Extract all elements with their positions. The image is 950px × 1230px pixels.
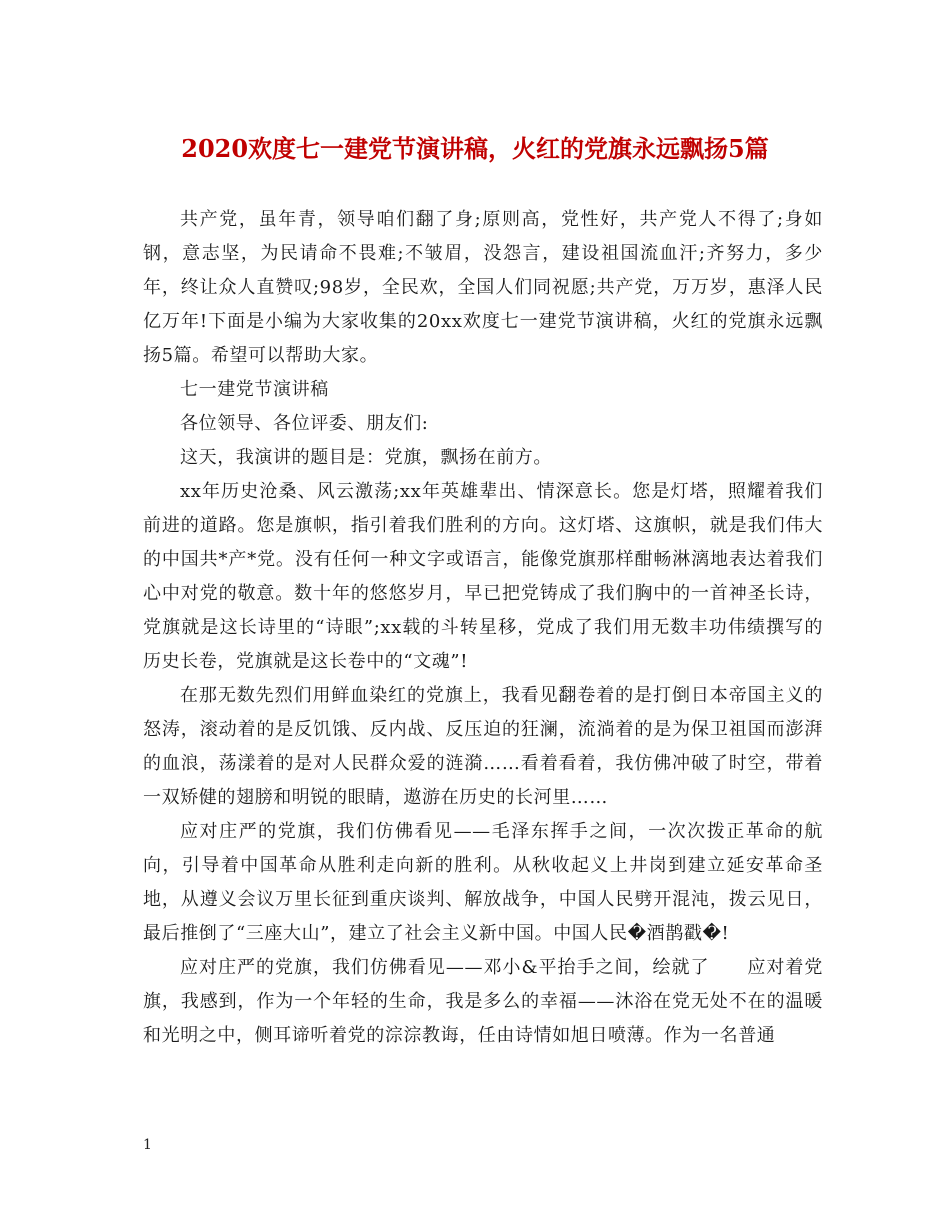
- page-number: 1: [143, 1137, 152, 1153]
- paragraph-intro: 共产党，虽年青，领导咱们翻了身;原则高，党性好，共产党人不得了;身如钢，意志坚，为民请命不畏难;不皱眉，没怨言，建设祖国流血汗;齐努力，多少年，终让众人直赞叹;98岁，全民欢，全国人们同祝愿;共产党，万万岁，惠泽人民亿万年!下面是小编为大家收集的20xx欢度七一建党节演讲稿，火红的党旗永远飘扬5篇。希望可以帮助大家。: [143, 209, 823, 366]
- paragraph-history: xx年历史沧桑、风云激荡;xx年英雄辈出、情深意长。您是灯塔，照耀着我们前进的道路。您是旗帜，指引着我们胜利的方向。这灯塔、这旗帜，就是我们伟大的中国共*产*党。没有任何一种文字或语言，能像党旗那样酣畅淋漓地表达着我们心中对党的敬意。数十年的悠悠岁月，早已把党铸成了我们胸中的一首神圣长诗，党旗就是这长诗里的“诗眼”;xx载的斗转星移，党成了我们用无数丰功伟绩撰写的历史长卷，党旗就是这长卷中的“文魂”!: [143, 481, 823, 672]
- paragraph-speech-heading: 七一建党节演讲稿: [180, 379, 329, 400]
- document-title: 2020欢度七一建党节演讲稿，火红的党旗永远飘扬5篇: [181, 134, 769, 163]
- document-body: [143, 203, 823, 1053]
- paragraph-deng: 应对庄严的党旗，我们仿佛看见——邓小&平抬手之间，绘就了 应对着党旗，我感到，作为一个年轻的生命，我是多么的幸福——沐浴在党无处不在的温暖和光明之中，侧耳谛听着党的淙淙教诲，任由诗情如旭日喷薄。作为一名普通: [143, 957, 823, 1046]
- paragraph-martyrs: 在那无数先烈们用鲜血染红的党旗上，我看见翻卷着的是打倒日本帝国主义的怒涛，滚动着的是反饥饿、反内战、反压迫的狂澜，流淌着的是为保卫祖国而澎湃的血浪，荡漾着的是对人民群众爱的涟漪……看着看着，我仿佛冲破了时空，带着一双矫健的翅膀和明锐的眼睛，遨游在历史的长河里……: [143, 685, 823, 808]
- paragraph-salutation: 各位领导、各位评委、朋友们:: [180, 413, 429, 434]
- paragraph-mao: 应对庄严的党旗，我们仿佛看见——毛泽东挥手之间，一次次拨正革命的航向，引导着中国革命从胜利走向新的胜利。从秋收起义上井岗到建立延安革命圣地，从遵义会议万里长征到重庆谈判、解放战争，中国人民劈开混沌，拨云见日，最后推倒了“三座大山”，建立了社会主义新中国。中国人民�酒鹊戳�!: [143, 821, 823, 944]
- paragraph-topic: 这天，我演讲的题目是：党旗，飘扬在前方。: [180, 447, 552, 468]
